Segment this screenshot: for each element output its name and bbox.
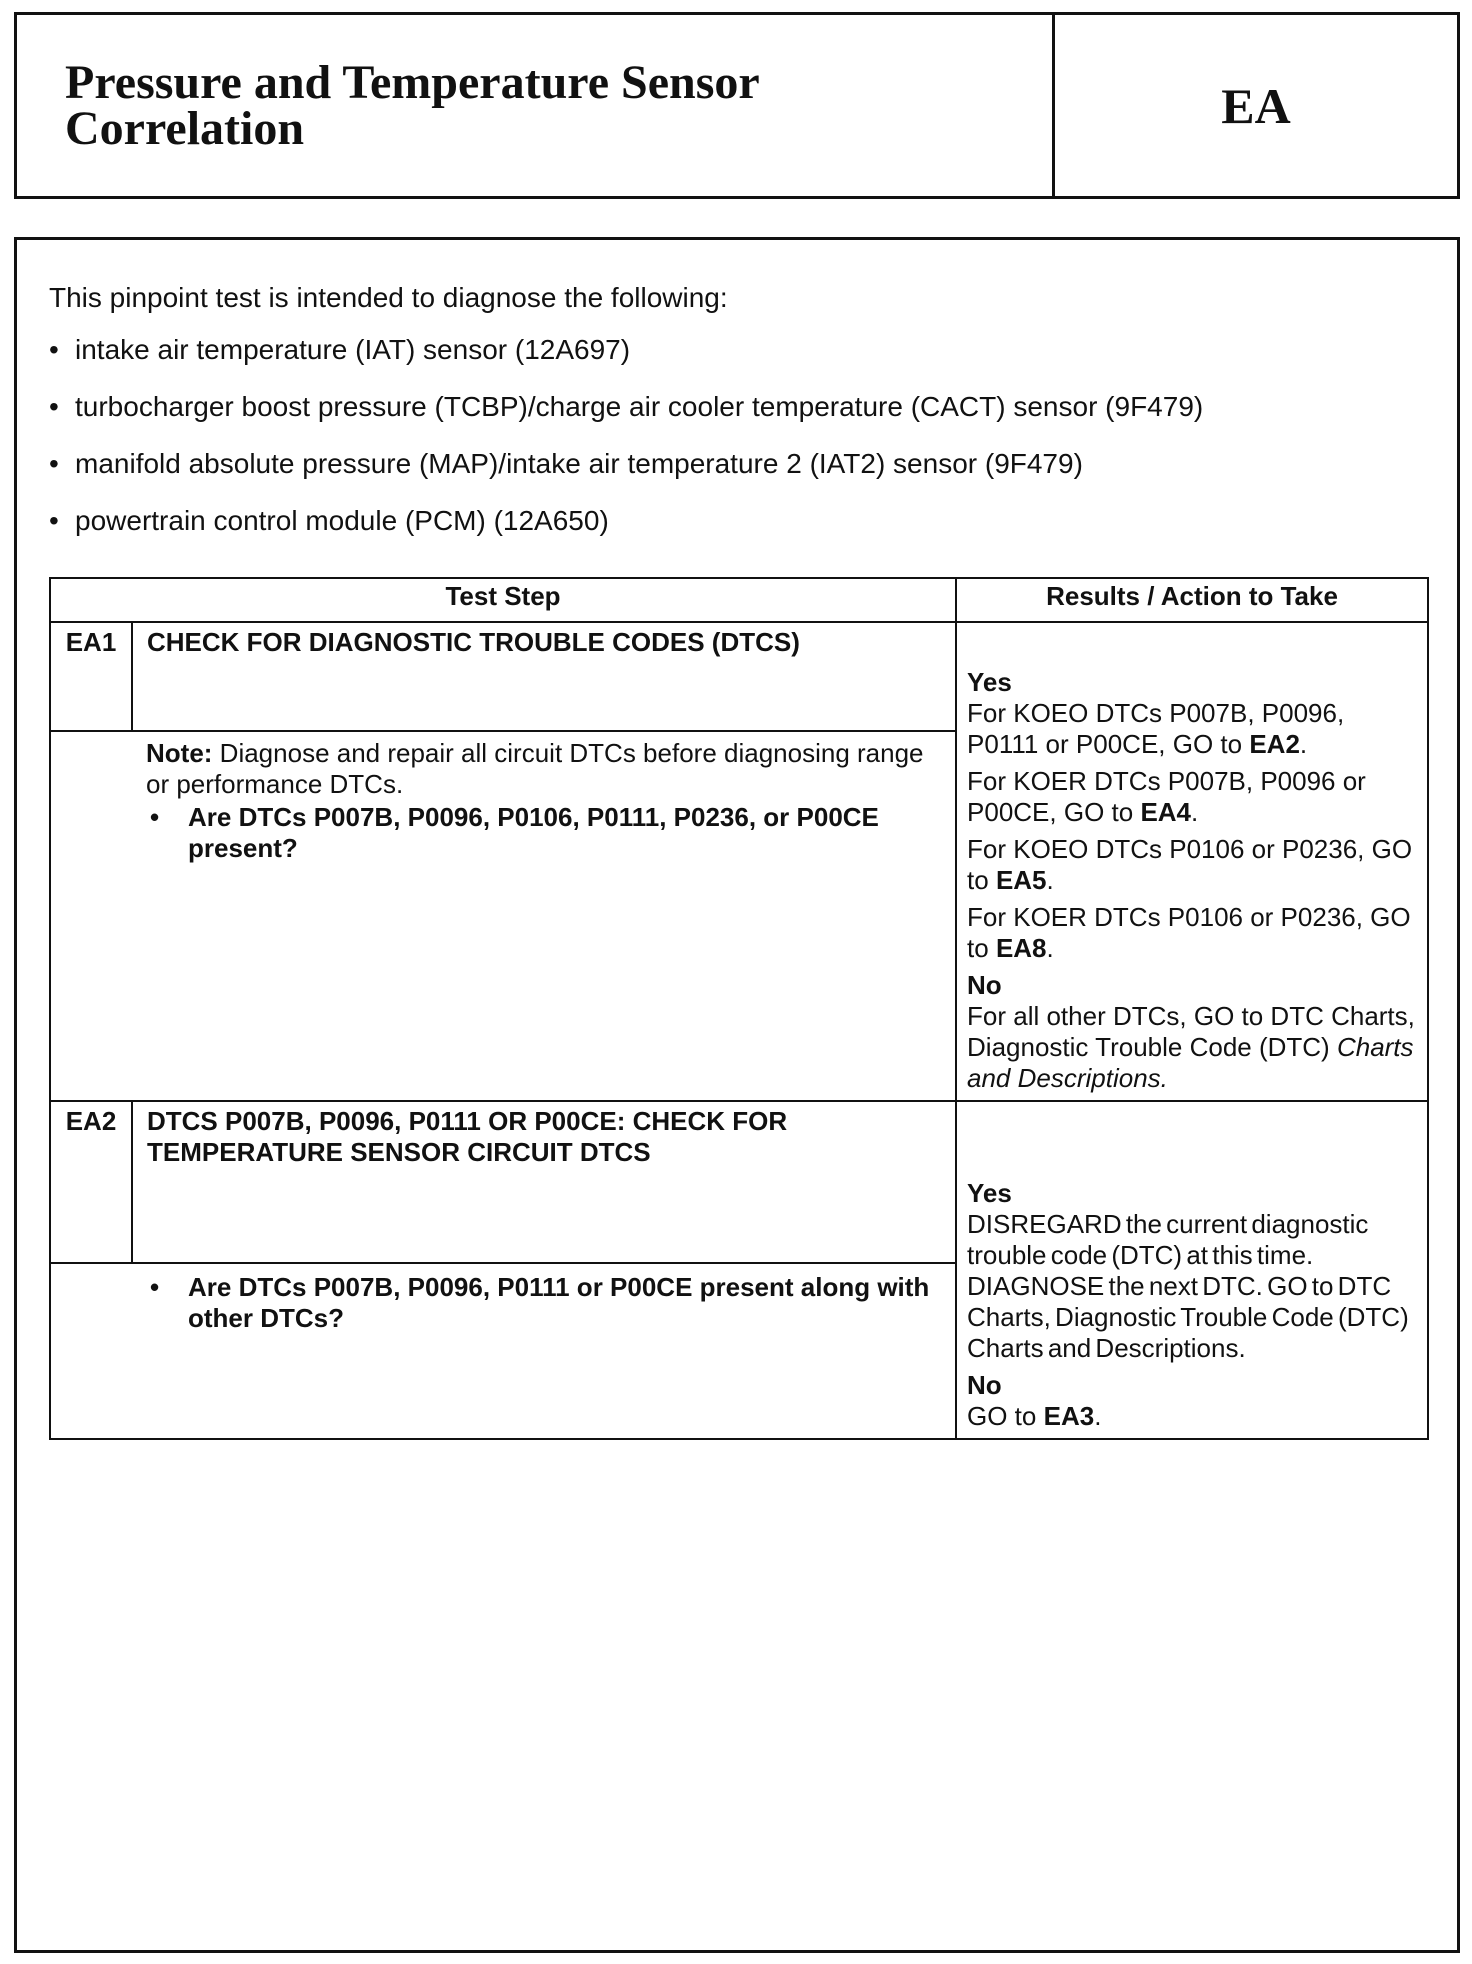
component-item: • turbocharger boost pressure (TCBP)/charge air cooler temperature (CACT) sensor (9F479)	[49, 391, 1203, 448]
goto-step-link[interactable]: EA4	[1140, 797, 1192, 827]
step-question: • Are DTCs P007B, P0096, P0106, P0111, P0236, or P00CE present?	[146, 802, 941, 864]
result-action: For KOER DTCs P007B, P0096 or P00CE, GO to EA4.	[967, 766, 1366, 827]
no-label: No	[967, 970, 1002, 1000]
yes-label: Yes	[967, 1178, 1012, 1208]
note-label: Note:	[146, 737, 213, 768]
step-title: DTCS P007B, P0096, P0111 OR P00CE: CHECK FOR TEMPERATURE SENSOR CIRCUIT DTCS	[132, 1101, 956, 1263]
step-title: CHECK FOR DIAGNOSTIC TROUBLE CODES (DTCS)	[132, 622, 956, 731]
table-header-row	[50, 578, 1428, 622]
step-title-row	[50, 1101, 1428, 1263]
header-title-cell	[17, 15, 1055, 196]
step-question: • Are DTCs P007B, P0096, P0111 or P00CE present along with other DTCs?	[146, 1272, 941, 1334]
goto-step-link[interactable]: EA8	[995, 933, 1047, 963]
result-text: GO to	[967, 1401, 1037, 1431]
component-list	[49, 334, 1203, 562]
step-results	[956, 1101, 1428, 1439]
goto-step-link[interactable]: EA5	[995, 865, 1047, 895]
result-text: For all other DTCs, GO to DTC Charts, Diagnostic Trouble Code (DTC)	[967, 1001, 1415, 1062]
note-text: Diagnose and repair all circuit DTCs before diagnosing range or performance DTCs.	[146, 737, 924, 799]
result-text: For KOER DTCs P007B, P0096 or P00CE, GO to	[967, 766, 1366, 827]
result-text: DISREGARD the current diagnostic trouble code (DTC) at this time. DIAGNOSE the next DTC. GO to DTC Charts, Diagnostic Trouble Code (DTC) Charts and Descriptions.	[967, 1209, 1409, 1363]
step-note	[146, 738, 941, 800]
header-test-step: Test Step	[50, 578, 956, 622]
step-id: EA1	[50, 622, 132, 731]
goto-step-link[interactable]: EA2	[1249, 729, 1300, 759]
component-item: • powertrain control module (PCM) (12A650)	[49, 505, 1203, 562]
step-id-blank	[50, 1263, 132, 1439]
yes-label: Yes	[967, 667, 1012, 697]
component-item: • intake air temperature (IAT) sensor (12A697)	[49, 334, 1203, 391]
section-code: EA	[1221, 77, 1291, 134]
test-step-table	[49, 577, 1429, 1440]
page-title-line-1: Pressure and Temperature Sensor	[65, 55, 760, 109]
step-results	[956, 622, 1428, 1101]
step-body	[132, 731, 956, 1102]
result-text: For KOEO DTCs P0106 or P0236, GO to	[967, 834, 1413, 895]
no-label: No	[967, 1370, 1002, 1400]
result-text: For KOER DTCs P0106 or P0236, GO to	[967, 902, 1411, 963]
header-results: Results / Action to Take	[956, 578, 1428, 622]
result-action: For KOEO DTCs P007B, P0096, P0111 or P00CE, GO to EA2.	[967, 698, 1345, 759]
result-action: For KOER DTCs P0106 or P0236, GO to EA8.	[967, 902, 1411, 963]
step-title-row	[50, 622, 1428, 731]
page-header	[14, 12, 1460, 199]
result-action	[967, 1001, 1417, 1094]
result-action: GO to EA3.	[967, 1401, 1102, 1431]
step-id: EA2	[50, 1101, 132, 1263]
step-id-blank	[50, 731, 132, 1102]
page-title-line-2: Correlation	[65, 101, 305, 155]
pinpoint-test-box	[14, 237, 1460, 1953]
result-text: For KOEO DTCs P007B, P0096, P0111 or P00CE, GO to	[967, 698, 1345, 759]
goto-step-link[interactable]: EA3	[1043, 1401, 1095, 1431]
intro-text: This pinpoint test is intended to diagnose the following:	[49, 282, 728, 313]
page-title	[65, 55, 760, 155]
result-text-italic: Charts and Descriptions.	[967, 1032, 1414, 1093]
component-item: • manifold absolute pressure (MAP)/intake air temperature 2 (IAT2) sensor (9F479)	[49, 448, 1203, 505]
result-action: For KOEO DTCs P0106 or P0236, GO to EA5.	[967, 834, 1413, 895]
step-body	[132, 1263, 956, 1439]
